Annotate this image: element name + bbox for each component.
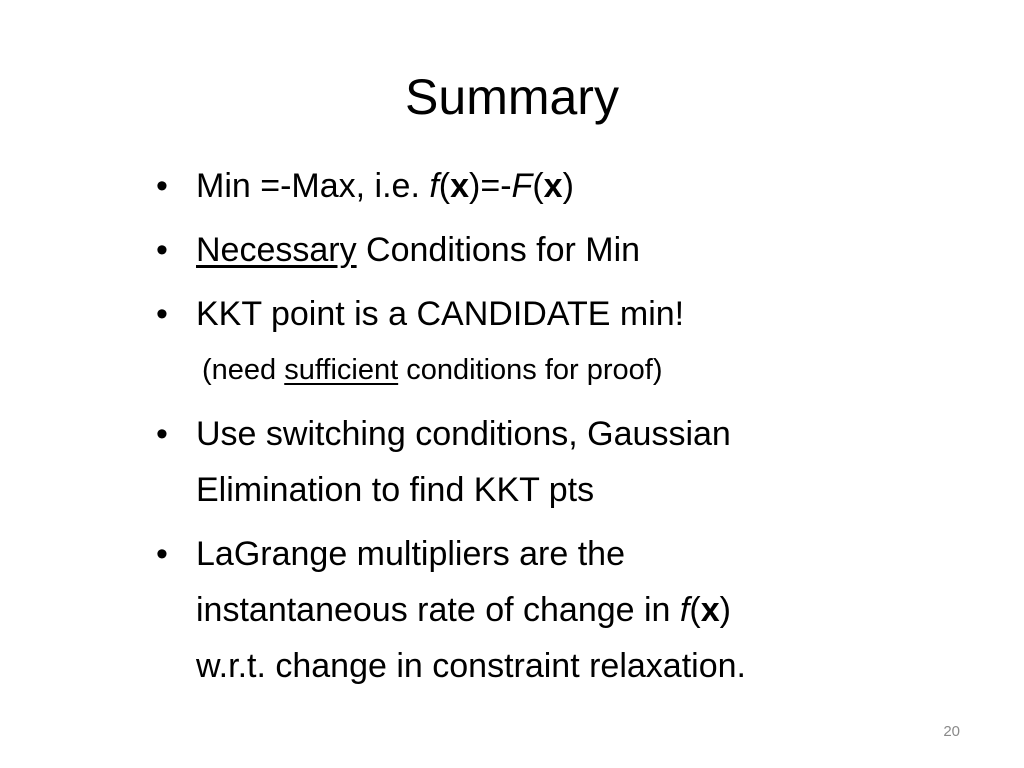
bullet-line: LaGrange multipliers are the [196, 535, 626, 573]
paren: ) [562, 167, 574, 205]
paren: ( [438, 167, 451, 205]
slide-title: Summary [405, 69, 619, 125]
vector-x: x [700, 591, 720, 629]
function-F: F [511, 167, 533, 205]
note-text: conditions for proof) [398, 354, 663, 386]
bullet-list [156, 158, 916, 702]
equals-negative: )=- [469, 167, 512, 205]
bullet-icon: • [156, 535, 168, 573]
bullet-icon: • [156, 295, 168, 333]
bullet-text: Conditions for Min [356, 231, 641, 269]
bullet-line: w.r.t. change in constraint relaxation. [196, 647, 746, 685]
paren: ( [689, 591, 701, 629]
bullet-text: instantaneous rate of change in [196, 591, 680, 629]
bullet-lagrange-multipliers [156, 526, 916, 694]
function-f: f [429, 167, 439, 205]
note-text: (need [202, 354, 285, 386]
vector-x: x [543, 167, 563, 205]
bullet-min-max [156, 158, 916, 214]
bullet-switching-conditions [156, 406, 916, 518]
bullet-line [196, 582, 916, 638]
page-number: 20 [943, 723, 960, 740]
bullet-line: Use switching conditions, Gaussian [196, 415, 731, 453]
underlined-text: sufficient [284, 354, 399, 386]
bullet-icon: • [156, 167, 168, 205]
bullet-text: KKT point is a CANDIDATE min! [196, 295, 685, 333]
vector-x: x [450, 167, 470, 205]
paren: ( [532, 167, 544, 205]
sub-note-sufficient [156, 348, 916, 392]
paren: ) [719, 591, 731, 629]
bullet-text: Min =-Max, i.e. [196, 167, 430, 205]
bullet-icon: • [156, 231, 168, 269]
function-f: f [679, 591, 690, 629]
bullet-icon: • [156, 415, 168, 453]
bullet-necessary-conditions [156, 222, 916, 278]
underlined-text: Necessary [196, 231, 357, 269]
bullet-line: Elimination to find KKT pts [196, 471, 595, 509]
bullet-kkt-candidate [156, 286, 916, 342]
